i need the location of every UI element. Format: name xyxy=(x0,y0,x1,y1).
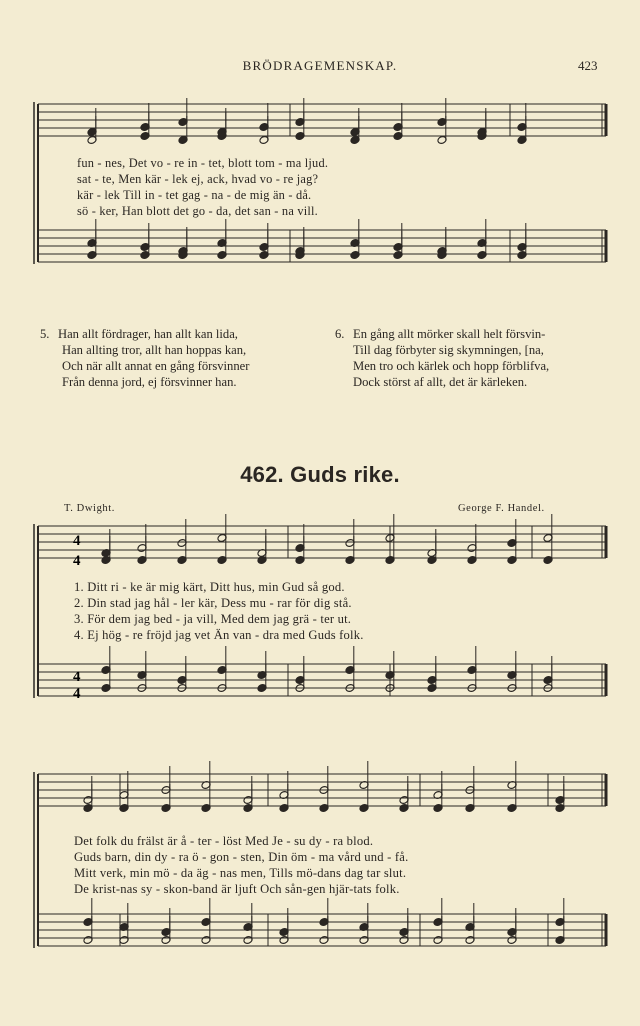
time-signature-top-bass: 4 xyxy=(73,669,81,685)
verse-4-line-1: 4. Ej hög - re fröjd jag vet Än van - dra med Guds folk. xyxy=(74,628,364,642)
time-signature-bottom: 4 xyxy=(73,553,81,569)
lyric-line-4: sö - ker, Han blott det go - da, det san - na vill. xyxy=(77,204,318,218)
stanza-6 xyxy=(335,326,549,390)
verse-3-line-1: 3. För dem jag bed - ja vill, Med dem jag grä - ter ut. xyxy=(74,612,352,626)
staff-lines xyxy=(34,102,606,948)
time-signature-top: 4 xyxy=(73,533,81,549)
verse-2-line-2: Guds barn, din dy - ra ö - gon - sten, Din öm - ma vård und - få. xyxy=(74,850,409,864)
lyric-line-2: sat - te, Men kär - lek ej, ack, hvad vo - re jag? xyxy=(77,172,319,186)
stanza-line: Han allting tror, allt han hoppas kan, xyxy=(62,343,247,357)
verse-4-line-2: De krist-nas sy - skon-band är ljuft Och sån-gen hjär-tats folk. xyxy=(74,882,400,896)
stanza-line: Men tro och kärlek och hopp förblifva, xyxy=(353,359,550,373)
stanza-line: Och när allt annat en gång försvinner xyxy=(62,359,250,373)
stanza-line: Från denna jord, ej försvinner han. xyxy=(62,375,237,389)
lyric-line-1: fun - nes, Det vo - re in - tet, blott tom - ma ljud. xyxy=(77,156,329,170)
lyric-line-3: kär - lek Till in - tet gag - na - de mig än - då. xyxy=(77,188,312,202)
hymn-title: 462. Guds rike. xyxy=(240,462,400,487)
author: T. Dwight. xyxy=(64,503,116,514)
running-head: BRÖDRAGEMENSKAP. xyxy=(242,58,398,73)
notes xyxy=(83,98,565,944)
stanza-line: Dock störst af allt, det är kärleken. xyxy=(353,375,528,389)
composer: George F. Handel. xyxy=(458,503,545,514)
stanza-number: 6. xyxy=(335,327,345,341)
verse-1-line-1: 1. Ditt ri - ke är mig kärt, Ditt hus, min Gud så god. xyxy=(74,580,345,594)
stanza-number: 5. xyxy=(40,327,50,341)
page-number: 423 xyxy=(578,58,598,73)
stanza-line: En gång allt mörker skall helt försvin- xyxy=(353,327,546,341)
stanza-5 xyxy=(40,326,249,390)
stanza-line: Han allt fördrager, han allt kan lida, xyxy=(58,327,238,341)
stanza-line: Till dag förbyter sig skymningen, [na, xyxy=(353,343,544,357)
verse-3-line-2: Mitt verk, min mö - da äg - nas men, Tills mö-dans dag tar slut. xyxy=(74,866,407,880)
time-signature-bottom-bass: 4 xyxy=(73,686,81,702)
verse-2-line-1: 2. Din stad jag hål - ler kär, Dess mu - rar för dig stå. xyxy=(74,596,352,610)
verse-1-line-2: Det folk du frälst är å - ter - löst Med Je - su dy - ra blod. xyxy=(74,834,374,848)
